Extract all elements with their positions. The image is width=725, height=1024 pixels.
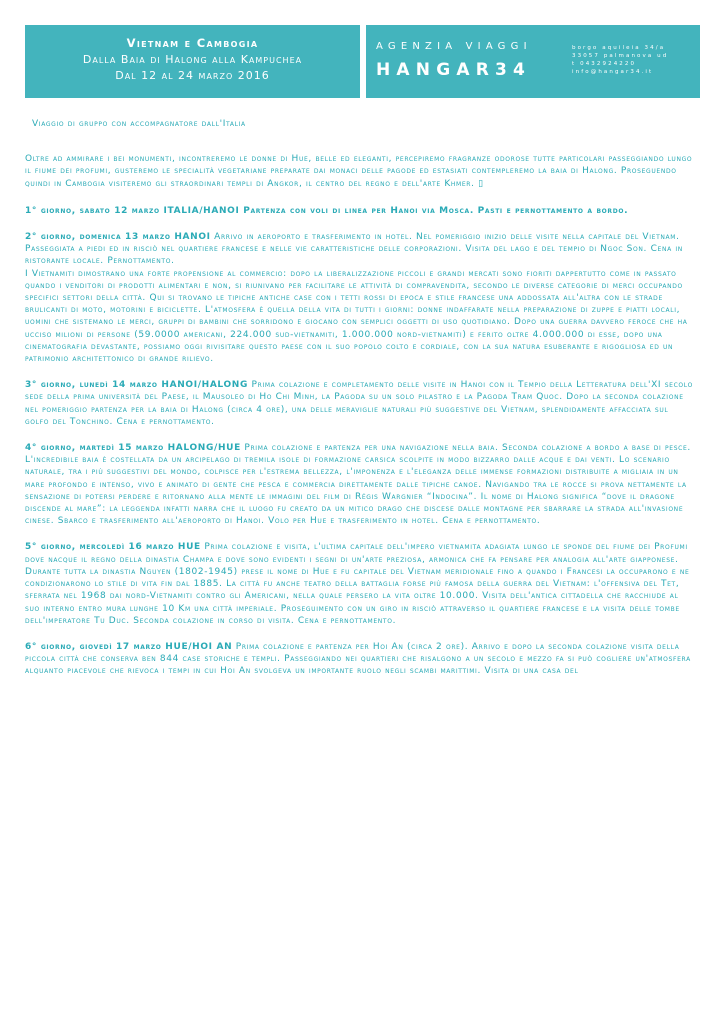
day-5-text: Prima colazione e visita, l'ultima capitale dell'impero vietnamita adagiata lungo le sponde del fiume dei Profumi dove nacque il regno della dinastia Champa e dove sono evidenti i segni di un'arte preziosa, armonica che fa pensare per analogia all'arte giapponese. Durante tutta la dinastia Nguyen (1802-1945) prese il nome di Hue e fu capitale del Vietnam meridionale fino a quando i Francesi la occuparono e ne condizionarono lo stile di vita fin dal 1885. La città fu anche teatro della battaglia forse più famosa della guerra del Vietnam: l'offensiva del Tet, sferrata nel 1968 dai nord-Vietnamiti contro gli Americani, nella quale persero la vita oltre 10.000. Visita dell'antica cittadella che racchiude al suo interno entro mura lunghe 10 Km una città imperiale. Proseguimento con un giro in risciò attraverso il quartiere francese e la visita delle tombe dell'imperatore Tu Duc. Seconda colazione in corso di visita. Cena e pernottamento. <box>25 542 690 626</box>
itinerary-content <box>25 118 693 692</box>
intro-paragraph <box>25 153 693 190</box>
day-2 <box>25 231 693 365</box>
day-5 <box>25 541 693 626</box>
day-2-heading: 2° giorno, domenica 13 marzo HANOI <box>25 232 211 243</box>
address-line-phone: t 0432924220 <box>572 61 637 67</box>
address-line-email: info@hangar34.it <box>572 69 654 75</box>
trip-title-banner <box>25 25 360 98</box>
document-subtitle: Viaggio di gruppo con accompagnatore dall'Italia <box>32 119 246 129</box>
agency-banner <box>366 25 700 98</box>
day-5-heading: 5° giorno, mercoledì 16 marzo HUE <box>25 542 201 553</box>
trip-subtitle: Dalla Baia di Halong alla Kampuchea <box>82 53 303 66</box>
day-6-heading: 6° giorno, giovedì 17 marzo HUE/HOI AN <box>25 641 233 652</box>
day-3-heading: 3° giorno, lunedì 14 marzo HANOI/HALONG <box>25 380 249 391</box>
day-4 <box>25 442 693 527</box>
agency-logo-text: HANGAR34 <box>376 60 532 80</box>
day-2-paragraph: I Vietnamiti dimostrano una forte propensione al commercio: dopo la liberalizzazione piccoli e grandi mercati sono fioriti dappertutto come in passato quando i venditori di prodotti alimentari e non, si riunivano per facilitare le attività di compravendita, secondo le diverse categorie di merci occupando specifici settori della città. Qui si trovano le tipiche antiche case con i tetti rossi di epoca e stile francese una addossata all'altra con le strade brulicanti di moto, motorini e biciclette. L'atmosfera è quella della vita di tutti i giorni: donne indaffarate nella preparazione di zuppe e piatti locali, uomini che sistemano le merci, gruppi di bambini che sorridono e giocano con semplici oggetti di uso quotidiano. Dopo una guerra davvero feroce che ha ucciso milioni di persone (59.0000 americani, 224.000 sud-vietnamiti, 1.000.000 nord-vietnamiti) e ferito oltre 4.000.000 di esse, dopo una cinematografia devastante, possiamo oggi rivisitare questo paese con il suo popolo colto e cordiale, con la sua natura esuberante e rigogliosa ed un patrimonio architettonico di grande rilievo. <box>25 268 688 365</box>
address-line-city: 33057 palmanova ud <box>572 53 669 59</box>
day-4-heading: 4° giorno, martedì 15 marzo HALONG/HUE <box>25 443 241 454</box>
day-3-text: Prima colazione e completamento delle visite in Hanoi con il Tempio della Letteratura dell'XI secolo sede della prima università del Paese, il Mausoleo di Ho Chi Minh, la Pagoda su un solo pilastro e la Pagoda Tram Quoc. Dopo la seconda colazione nel pomeriggio partenza per la baia di Halong (circa 4 ore), una delle meraviglie naturali più suggestive del Vietnam, splendidamente affacciata sul golfo del Tonchino. Cena e pernottamento. <box>25 380 693 427</box>
day-6 <box>25 641 693 678</box>
intro-text: Oltre ad ammirare i bei monumenti, incontreremo le donne di Hue, belle ed eleganti, percepiremo fragranze odorose tutte particolari passeggiando lungo il fiume dei profumi, gusteremo le specialità vegetariane preparate dai monaci delle pagode ed estasiati contempleremo la baia di Halong. Proseguendo quindi in Cambogia visiteremo gli straordinari templi di Angkor, il centro del regno e dell'arte Khmer. <box>25 154 693 189</box>
trip-title: Vietnam e Cambogia <box>126 36 259 50</box>
agency-address <box>572 44 668 76</box>
day-1-heading: 1° giorno, sabato 12 marzo ITALIA/HANOI Partenza con voli di linea per Hanoi via Mosca. Pasti e pernottamento a bordo. <box>25 205 629 216</box>
day-1 <box>25 205 693 217</box>
day-2-text: Arrivo in aeroporto e trasferimento in hotel. Nel pomeriggio inizio delle visite nella capitale del Vietnam. Passeggiata a piedi ed in risciò nel quartiere francese e nelle vie caratteristiche delle corporazioni. Visita del lago e del tempio di Ngoc Son. Cena in ristorante locale. Pernottamento. <box>25 232 683 267</box>
day-4-text: Prima colazione e partenza per una navigazione nella baia. Seconda colazione a bordo a base di pesce. L'incredibile baia è costellata da un arcipelago di tremila isole di formazione carsica scolpite in modo bizzarro dalle acque e dai venti. Lo scenario naturale, tra i più suggestivi del mondo, colpisce per l'estrema bellezza, l'imponenza e l'eleganza delle immense formazioni distribuite a migliaia in un mare profondo e intenso, vivo e animato di gente che pesca e commercia direttamente dalle tipiche canoe. Navigando tra le rocce si prova nettamente la sensazione di potersi perdere e ritornano alla mente le immagini del film di Régis Wargnier “Indocina”. Il nome di Halong significa “dove il dragone discende al mare”: la leggenda infatti narra che il luogo fu creato da un mitico drago che discese dalle montagne per sbarrare la strada all'invasione cinese. Sbarco e trasferimento all'aeroporto di Hanoi. Volo per Hue e trasferimento in hotel. Cena e pernottamento. <box>25 443 691 527</box>
missing-glyph-icon: ▯ <box>478 178 484 189</box>
day-3 <box>25 379 693 428</box>
address-line-street: borgo aquileia 34/a <box>572 45 666 51</box>
trip-dates: Dal 12 al 24 marzo 2016 <box>115 69 270 82</box>
agency-label: AGENZIA VIAGGI <box>376 41 532 52</box>
day-6-text: Prima colazione e partenza per Hoi An (circa 2 ore). Arrivo e dopo la seconda colazione visita della piccola città che conserva ben 844 case storiche e templi. Passeggiando nei quartieri che risalgono a un secolo e mezzo fa si può cogliere un'atmosfera alquanto piacevole che rievoca i tempi in cui Hoi An svolgeva un importante ruolo negli scambi marittimi. Visita di una casa del <box>25 641 691 677</box>
